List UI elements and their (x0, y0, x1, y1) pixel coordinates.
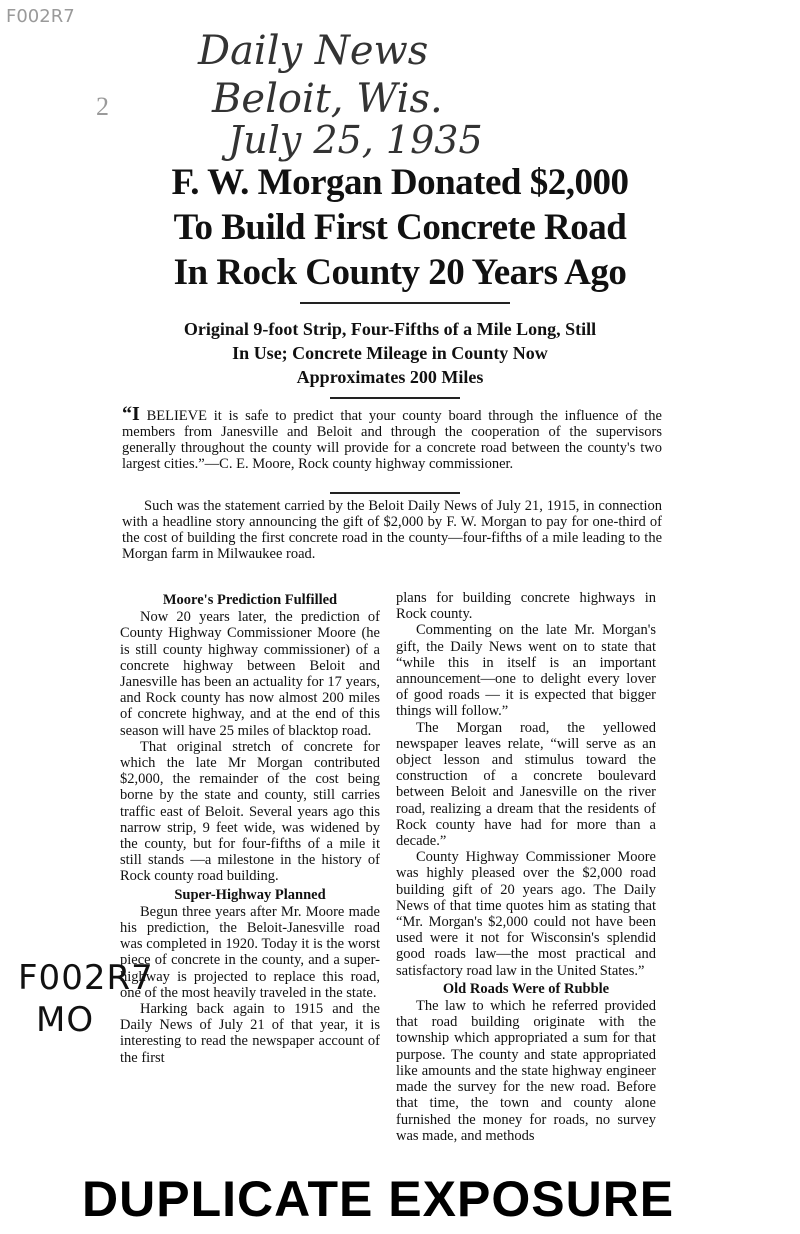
handwritten-location: Beloit, Wis. (212, 76, 443, 122)
headline-line-2: To Build First Concrete Road (173, 207, 627, 248)
corner-stamp-code: F002R7 (6, 6, 75, 27)
lead-quote-text: BELIEVE it is safe to predict that your county board through the influence of the members from Janesville and Beloit and through the cooperation of the supervisors generally throughout the county will provide for a concrete road between the county's two largest cities.”—C. E. Moore, Rock county highway commissioner. (122, 408, 662, 472)
corner-stamp-number: 2 (96, 92, 109, 121)
right-paragraph-1: Commenting on the late Mr. Morgan's gift, the Daily News went on to state that “while this in itself is an important announcement—one to delight every lover of good roads — it is expected that bigger things will follow.” (396, 622, 656, 720)
subheadline-line-3: Approximates 200 Miles (296, 367, 484, 387)
headline-rule (300, 302, 510, 304)
margin-note-code: F002R7 (18, 958, 154, 998)
left-column (120, 590, 380, 1066)
right-paragraph-0: plans for building concrete highways in Rock county. (396, 590, 656, 623)
left-paragraph-2: That original stretch of concrete for which the late Mr Morgan contributed $2,000, the remainder of the cost being borne by the state and county, still carries traffic east of Beloit. Several years ago this narrow strip, 9 feet wide, was widened by the county, but for four-fifths of a mile it still stands —a milestone in the history of Rock county road building. (120, 738, 380, 885)
handwritten-date: July 25, 1935 (228, 118, 483, 162)
subheadline-rule (330, 397, 460, 399)
left-paragraph-3: Begun three years after Mr. Moore made his prediction, the Beloit-Janesville road was completed in 1920. Today it is the worst piece of concrete in the county, and a super-highway is projected to replace this road, one of the most heavily traveled in the state. (120, 903, 380, 1001)
subheadline-line-2: In Use; Concrete Mileage in County Now (232, 343, 548, 363)
handwritten-paper-name: Daily News (198, 28, 429, 74)
right-heading-old-roads: Old Roads Were of Rubble (442, 980, 610, 997)
right-paragraph-2: The Morgan road, the yellowed newspaper leaves relate, “will serve as an object lesson and stimulus toward the construction of a concrete boulevard between Beloit and Janesville on the river road, realizing a dream that the residents of Rock county have had for more than a decade.” (396, 719, 656, 850)
left-heading-prediction: Moore's Prediction Fulfilled (162, 592, 338, 608)
intro-paragraph: Such was the statement carried by the Beloit Daily News of July 21, 1915, in connection with a headline story announcing the gift of $2,000 by F. W. Morgan to pay for one-third of the cost of building the first concrete road in the county—four-fifths of a mile leading to the Morgan farm in Milwaukee road. (122, 498, 662, 562)
lead-quote (122, 403, 662, 472)
subheadline-line-1: Original 9-foot Strip, Four-Fifths of a Mile Long, Still (183, 319, 597, 339)
left-paragraph-1: Now 20 years later, the prediction of County Highway Commissioner Moore (he is still county highway commissioner) of a concrete highway between Beloit and Janesville has been an actuality for 17 years, and Rock county has now almost 200 miles of concrete highway, and at the end of this season will have 25 miles of blacktop road. (120, 609, 380, 739)
right-column (396, 590, 656, 1144)
headline-line-1: F. W. Morgan Donated $2,000 (171, 162, 629, 203)
right-paragraph-4: The law to which he referred provided that road building originate with the township which appropriated a sum for that purpose. The county and state appropriated like amounts and the state highway engineer made the survey for the new road. Before that time, the town and county alone furnished the money for roads, no survey was made, and methods (396, 998, 656, 1144)
duplicate-exposure-stamp: DUPLICATE EXPOSURE (82, 1171, 675, 1227)
left-heading-super-highway: Super-Highway Planned (174, 886, 326, 903)
left-paragraph-4: Harking back again to 1915 and the Daily News of July 21 of that year, it is interesting to read the newspaper account of the first (120, 1001, 380, 1066)
headline-line-3: In Rock County 20 Years Ago (173, 252, 627, 293)
right-paragraph-3: County Highway Commissioner Moore was highly pleased over the $2,000 road building gift of 20 years ago. The Daily News of that time quotes him as stating that “Mr. Morgan's $2,000 could not have been used were it not for Wisconsin's splendid good roads law—the most practical and satisfactory road law in the United States.” (396, 849, 656, 979)
margin-note-initials: MO (36, 1000, 95, 1040)
lead-rule (330, 492, 460, 494)
lead-quote-open: “I (122, 403, 140, 425)
